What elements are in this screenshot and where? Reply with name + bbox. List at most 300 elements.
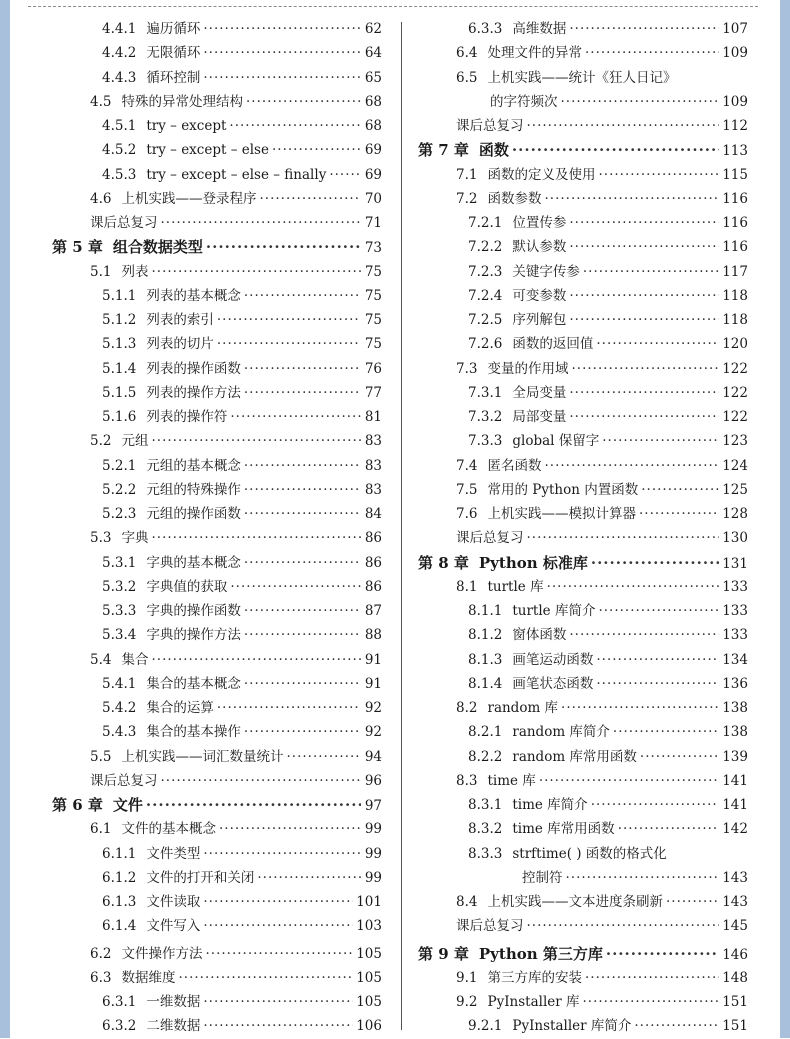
toc-leader-dots bbox=[257, 866, 361, 890]
toc-entry-text: 元组的基本概念 bbox=[146, 457, 241, 474]
toc-entry-title bbox=[468, 332, 593, 356]
toc-entry-text: 关键字传参 bbox=[512, 263, 580, 280]
toc-entry[interactable] bbox=[418, 526, 748, 550]
toc-leader-dots bbox=[161, 769, 362, 793]
toc-entry[interactable] bbox=[418, 502, 748, 526]
toc-page-number: 131 bbox=[722, 555, 748, 572]
toc-entry-title bbox=[102, 41, 200, 65]
toc-leader-dots bbox=[244, 672, 361, 696]
toc-leader-dots bbox=[569, 623, 719, 647]
toc-page-number: 122 bbox=[722, 409, 748, 425]
toc-entry[interactable] bbox=[52, 526, 382, 550]
toc-entry-number: 6.2 bbox=[90, 945, 112, 962]
toc-page-number: 133 bbox=[722, 603, 748, 619]
toc-entry-text: try – except bbox=[146, 118, 227, 134]
toc-leader-dots bbox=[146, 793, 361, 817]
toc-page-number: 86 bbox=[364, 530, 382, 547]
toc-entry-text: 列表的操作函数 bbox=[146, 360, 241, 377]
toc-entry[interactable] bbox=[52, 357, 382, 381]
toc-entry[interactable] bbox=[418, 41, 748, 65]
toc-entry-text: 上机实践——统计《狂人日记》 bbox=[487, 69, 677, 86]
toc-entry-text: 课后总复习 bbox=[90, 772, 158, 789]
toc-entry[interactable] bbox=[52, 551, 382, 575]
toc-entry-number: 7.2.1 bbox=[468, 215, 503, 231]
toc-entry-number: 5.3.3 bbox=[102, 603, 137, 619]
toc-entry-text: 常用的 Python 内置函数 bbox=[487, 481, 639, 498]
toc-entry-number: 5.2.2 bbox=[102, 481, 137, 498]
toc-entry[interactable] bbox=[418, 163, 748, 187]
toc-entry[interactable] bbox=[52, 308, 382, 332]
toc-entry-number: 7.2.6 bbox=[468, 336, 503, 353]
toc-page-number: 99 bbox=[364, 845, 382, 862]
toc-leader-dots bbox=[217, 696, 361, 720]
toc-entry-text: 数据维度 bbox=[121, 969, 176, 986]
toc-entry-text: 一维数据 bbox=[146, 994, 201, 1010]
toc-entry[interactable] bbox=[52, 966, 382, 990]
toc-entry-title bbox=[90, 260, 148, 284]
toc-chapter-entry[interactable] bbox=[418, 942, 748, 966]
toc-entry-text: 上机实践——词汇数量统计 bbox=[121, 748, 284, 765]
toc-entry-text: 局部变量 bbox=[512, 409, 567, 425]
toc-entry-text: 高维数据 bbox=[512, 21, 567, 37]
toc-entry[interactable] bbox=[418, 454, 748, 478]
toc-entry-number: 8.2.2 bbox=[468, 748, 503, 765]
toc-entry[interactable] bbox=[418, 284, 748, 308]
toc-entry[interactable] bbox=[418, 260, 748, 284]
toc-page-number: 138 bbox=[722, 724, 748, 741]
toc-page-number: 117 bbox=[722, 263, 748, 280]
toc-entry[interactable] bbox=[418, 332, 748, 356]
toc-entry[interactable] bbox=[52, 17, 382, 41]
toc-chapter-entry[interactable] bbox=[52, 793, 382, 817]
toc-entry-number: 第 8 章 bbox=[418, 553, 469, 572]
toc-entry-text: 课后总复习 bbox=[456, 530, 524, 547]
toc-page-number: 75 bbox=[364, 263, 382, 280]
toc-entry-title bbox=[468, 211, 566, 235]
toc-entry-title bbox=[456, 478, 638, 502]
toc-entry-number: 5.4.2 bbox=[102, 700, 137, 716]
toc-entry[interactable] bbox=[418, 357, 748, 381]
toc-entry[interactable] bbox=[52, 623, 382, 647]
toc-page-number: 116 bbox=[722, 190, 748, 207]
toc-column-right bbox=[418, 17, 748, 1039]
toc-entry[interactable] bbox=[52, 187, 382, 211]
toc-page-number: 69 bbox=[364, 166, 382, 183]
toc-page-number: 138 bbox=[722, 700, 748, 716]
toc-entry-title bbox=[456, 187, 541, 211]
toc-entry-number: 第 7 章 bbox=[418, 141, 469, 160]
toc-page-number: 96 bbox=[364, 772, 382, 789]
toc-entry-title bbox=[468, 235, 566, 259]
toc-leader-dots bbox=[244, 551, 361, 575]
toc-entry[interactable] bbox=[418, 769, 748, 793]
toc-entry-text: 字典的操作函数 bbox=[146, 603, 241, 619]
toc-entry-title bbox=[102, 381, 241, 405]
toc-entry[interactable] bbox=[418, 235, 748, 259]
toc-entry[interactable] bbox=[418, 842, 748, 866]
toc-entry[interactable] bbox=[418, 114, 748, 138]
toc-page-number: 92 bbox=[364, 700, 382, 716]
toc-leader-dots bbox=[244, 454, 361, 478]
toc-entry-title bbox=[52, 235, 203, 259]
toc-page-number: 139 bbox=[722, 748, 748, 765]
toc-entry-number: 7.2.5 bbox=[468, 312, 503, 328]
toc-page-number: 146 bbox=[722, 946, 748, 963]
toc-leader-dots bbox=[259, 187, 361, 211]
toc-entry-text: turtle 库简介 bbox=[512, 603, 596, 619]
toc-entry[interactable] bbox=[52, 66, 382, 90]
toc-column-left bbox=[52, 17, 382, 1039]
toc-entry-title bbox=[102, 17, 200, 41]
toc-entry[interactable] bbox=[418, 478, 748, 502]
toc-entry-title bbox=[468, 308, 566, 332]
toc-entry[interactable] bbox=[418, 308, 748, 332]
toc-entry-title bbox=[102, 551, 241, 575]
toc-entry-number: 8.1.2 bbox=[468, 627, 503, 644]
toc-page-number: 75 bbox=[364, 312, 382, 328]
toc-page-number: 86 bbox=[364, 578, 382, 595]
toc-entry-text: 特殊的异常处理结构 bbox=[121, 93, 243, 110]
toc-entry[interactable] bbox=[418, 866, 748, 890]
toc-entry-number: 5.1.2 bbox=[102, 312, 137, 328]
toc-entry[interactable] bbox=[418, 720, 748, 744]
toc-entry-title bbox=[456, 90, 558, 114]
toc-leader-dots bbox=[544, 187, 719, 211]
toc-entry-text: 元组的操作函数 bbox=[146, 506, 241, 522]
toc-entry-text: turtle 库 bbox=[487, 578, 544, 595]
toc-leader-dots bbox=[203, 842, 361, 866]
toc-entry-number: 6.1 bbox=[90, 821, 112, 838]
toc-entry-title bbox=[456, 66, 676, 90]
toc-entry[interactable] bbox=[52, 332, 382, 356]
toc-entry[interactable] bbox=[52, 890, 382, 914]
toc-leader-dots bbox=[566, 866, 720, 890]
toc-entry-text: 文件的打开和关闭 bbox=[146, 869, 255, 886]
toc-entry-title bbox=[102, 720, 241, 744]
toc-leader-dots bbox=[161, 211, 362, 235]
toc-entry-title bbox=[102, 914, 200, 938]
toc-entry[interactable] bbox=[52, 163, 382, 187]
toc-leader-dots bbox=[178, 966, 353, 990]
toc-entry[interactable] bbox=[52, 990, 382, 1014]
toc-entry-title bbox=[102, 308, 214, 332]
toc-entry[interactable] bbox=[418, 817, 748, 841]
column-divider bbox=[401, 22, 402, 1030]
toc-page-number: 103 bbox=[356, 918, 382, 935]
toc-page-number: 128 bbox=[722, 506, 748, 522]
toc-entry[interactable] bbox=[52, 648, 382, 672]
toc-entry[interactable] bbox=[52, 502, 382, 526]
toc-entry[interactable] bbox=[418, 648, 748, 672]
toc-entry-text: 序列解包 bbox=[512, 312, 567, 328]
toc-entry-title bbox=[468, 672, 593, 696]
toc-entry-text: random 库 bbox=[487, 700, 559, 716]
toc-entry[interactable] bbox=[52, 138, 382, 162]
toc-entry-title bbox=[468, 720, 610, 744]
toc-page-number: 73 bbox=[364, 240, 382, 257]
toc-page-number: 130 bbox=[722, 530, 748, 547]
toc-entry[interactable] bbox=[52, 114, 382, 138]
toc-entry[interactable] bbox=[418, 623, 748, 647]
toc-entry[interactable] bbox=[52, 454, 382, 478]
toc-entry-number: 4.4.2 bbox=[102, 45, 137, 62]
toc-entry-text: 列表 bbox=[121, 263, 149, 280]
toc-entry-number: 7.2 bbox=[456, 190, 478, 207]
toc-entry-title bbox=[468, 842, 667, 866]
toc-entry[interactable] bbox=[52, 1014, 382, 1038]
toc-entry[interactable] bbox=[52, 211, 382, 235]
toc-entry-title bbox=[456, 357, 568, 381]
toc-entry-number: 5.1.1 bbox=[102, 287, 137, 304]
toc-entry-title bbox=[456, 696, 558, 720]
toc-leader-dots bbox=[230, 575, 361, 599]
toc-page-number: 109 bbox=[722, 45, 748, 62]
toc-entry-title bbox=[102, 478, 241, 502]
toc-entry-text: 画笔状态函数 bbox=[512, 675, 594, 692]
toc-entry[interactable] bbox=[52, 866, 382, 890]
toc-entry-number: 8.1.1 bbox=[468, 603, 503, 619]
toc-entry[interactable] bbox=[52, 405, 382, 429]
toc-entry-text: 循环控制 bbox=[146, 69, 201, 86]
toc-entry[interactable] bbox=[52, 599, 382, 623]
toc-entry-number: 5.1 bbox=[90, 263, 112, 280]
toc-leader-dots bbox=[203, 890, 353, 914]
toc-entry-number: 7.2.3 bbox=[468, 263, 503, 280]
toc-chapter-entry[interactable] bbox=[418, 551, 748, 575]
toc-leader-dots bbox=[151, 429, 361, 453]
toc-entry-title bbox=[468, 817, 615, 841]
toc-entry[interactable] bbox=[418, 793, 748, 817]
toc-entry-title bbox=[90, 745, 283, 769]
toc-entry-number: 5.3.4 bbox=[102, 627, 137, 644]
toc-leader-dots bbox=[527, 914, 720, 938]
toc-entry-title bbox=[102, 405, 227, 429]
toc-leader-dots bbox=[244, 502, 361, 526]
toc-entry-number: 5.4.3 bbox=[102, 724, 137, 741]
toc-entry-number: 5.1.3 bbox=[102, 336, 137, 353]
toc-entry[interactable] bbox=[52, 284, 382, 308]
toc-page-number: 91 bbox=[364, 651, 382, 668]
toc-entry-text: 列表的操作方法 bbox=[146, 384, 241, 401]
toc-page-number: 145 bbox=[722, 918, 748, 935]
toc-leader-dots bbox=[244, 599, 361, 623]
toc-entry[interactable] bbox=[52, 429, 382, 453]
toc-entry[interactable] bbox=[52, 41, 382, 65]
toc-entry-title bbox=[90, 942, 202, 966]
toc-page-number: 68 bbox=[364, 118, 382, 134]
toc-entry[interactable] bbox=[52, 769, 382, 793]
toc-entry-title bbox=[456, 890, 663, 914]
toc-entry[interactable] bbox=[418, 1014, 748, 1038]
toc-entry[interactable] bbox=[418, 429, 748, 453]
toc-entry[interactable] bbox=[52, 745, 382, 769]
toc-leader-dots bbox=[272, 138, 361, 162]
toc-entry-text: 变量的作用域 bbox=[487, 360, 569, 377]
toc-leader-dots bbox=[151, 260, 361, 284]
toc-entry[interactable] bbox=[418, 211, 748, 235]
toc-leader-dots bbox=[561, 90, 720, 114]
toc-entry-text: 窗体函数 bbox=[512, 627, 567, 644]
toc-entry-title bbox=[102, 114, 226, 138]
toc-entry-title bbox=[468, 17, 566, 41]
toc-entry[interactable] bbox=[52, 842, 382, 866]
toc-entry-number: 9.2.1 bbox=[468, 1018, 503, 1035]
toc-entry[interactable] bbox=[52, 817, 382, 841]
toc-entry-number: 8.4 bbox=[456, 894, 478, 910]
toc-entry-number: 5.5 bbox=[90, 748, 112, 765]
toc-entry-title bbox=[52, 793, 143, 817]
toc-page-number: 118 bbox=[722, 312, 748, 328]
toc-entry-text: random 库常用函数 bbox=[512, 748, 637, 765]
toc-entry-title bbox=[418, 551, 588, 575]
toc-entry-text: 列表的索引 bbox=[146, 312, 214, 328]
toc-entry-text: Python 标准库 bbox=[478, 553, 588, 572]
toc-page-number: 99 bbox=[364, 821, 382, 838]
toc-entry-title bbox=[456, 526, 524, 550]
toc-entry-number: 6.3.1 bbox=[102, 994, 137, 1010]
toc-leader-dots bbox=[585, 41, 719, 65]
toc-entry-text: strftime( ) 函数的格式化 bbox=[512, 845, 667, 862]
toc-entry[interactable] bbox=[52, 914, 382, 938]
toc-chapter-entry[interactable] bbox=[52, 235, 382, 259]
toc-page-number: 125 bbox=[722, 481, 748, 498]
toc-entry-title bbox=[90, 769, 158, 793]
toc-entry-text: 列表的切片 bbox=[146, 336, 214, 353]
top-dashed-rule bbox=[28, 6, 758, 7]
toc-entry-text: 元组 bbox=[121, 433, 149, 450]
toc-leader-dots bbox=[569, 405, 719, 429]
toc-page-number: 136 bbox=[722, 675, 748, 692]
toc-page-number: 62 bbox=[364, 21, 382, 37]
page-frame-right bbox=[780, 0, 790, 1038]
toc-leader-dots bbox=[569, 235, 719, 259]
toc-entry-text: 字典的基本概念 bbox=[146, 554, 241, 571]
toc-chapter-entry[interactable] bbox=[418, 138, 748, 162]
toc-leader-dots bbox=[151, 648, 361, 672]
toc-leader-dots bbox=[203, 41, 361, 65]
toc-page-number: 105 bbox=[356, 945, 382, 962]
toc-page-number: 143 bbox=[722, 894, 748, 910]
toc-leader-dots bbox=[569, 17, 719, 41]
toc-entry[interactable] bbox=[52, 720, 382, 744]
toc-page-number: 124 bbox=[722, 457, 748, 474]
toc-entry[interactable] bbox=[418, 187, 748, 211]
toc-entry-number: 5.1.5 bbox=[102, 384, 137, 401]
toc-entry-text: 字典 bbox=[121, 530, 149, 547]
toc-entry[interactable] bbox=[418, 575, 748, 599]
toc-entry-text: 集合的基本操作 bbox=[146, 724, 241, 741]
toc-entry-text: 无限循环 bbox=[146, 45, 201, 62]
toc-entry-text: 字典的操作方法 bbox=[146, 627, 241, 644]
toc-entry-title bbox=[102, 990, 200, 1014]
toc-entry-number: 4.5 bbox=[90, 93, 112, 110]
toc-entry[interactable] bbox=[52, 696, 382, 720]
toc-entry[interactable] bbox=[418, 405, 748, 429]
toc-entry[interactable] bbox=[418, 696, 748, 720]
toc-entry[interactable] bbox=[418, 745, 748, 769]
toc-entry-text: 函数的返回值 bbox=[512, 336, 594, 353]
toc-entry[interactable] bbox=[52, 381, 382, 405]
toc-entry[interactable] bbox=[418, 966, 748, 990]
toc-entry-title bbox=[456, 990, 580, 1014]
toc-entry[interactable] bbox=[418, 914, 748, 938]
toc-leader-dots bbox=[598, 163, 719, 187]
toc-entry-title bbox=[102, 842, 200, 866]
toc-entry-number: 7.3.2 bbox=[468, 409, 503, 425]
toc-leader-dots bbox=[569, 308, 719, 332]
toc-page-number: 65 bbox=[364, 69, 382, 86]
toc-entry-title bbox=[90, 90, 243, 114]
toc-entry-number: 7.3.1 bbox=[468, 384, 503, 401]
toc-page-number: 151 bbox=[722, 1018, 748, 1035]
toc-entry-title bbox=[90, 429, 148, 453]
toc-entry-number: 5.3 bbox=[90, 530, 112, 547]
toc-leader-dots bbox=[606, 942, 719, 966]
toc-entry-title bbox=[468, 623, 566, 647]
toc-entry-number: 8.3.1 bbox=[468, 797, 503, 813]
toc-page-number: 69 bbox=[364, 142, 382, 159]
toc-entry-text: 课后总复习 bbox=[456, 918, 524, 935]
toc-entry-number: 6.3.3 bbox=[468, 21, 503, 37]
toc-entry-number: 6.5 bbox=[456, 69, 478, 86]
toc-page-number: 68 bbox=[364, 93, 382, 110]
toc-entry-number: 7.6 bbox=[456, 506, 478, 522]
toc-entry-text: PyInstaller 库 bbox=[487, 994, 580, 1010]
toc-entry[interactable] bbox=[418, 672, 748, 696]
toc-leader-dots bbox=[569, 284, 719, 308]
toc-leader-dots bbox=[539, 769, 719, 793]
toc-entry-title bbox=[456, 163, 595, 187]
toc-entry-title bbox=[468, 260, 580, 284]
toc-page-number: 91 bbox=[364, 675, 382, 692]
toc-entry-title bbox=[418, 138, 509, 162]
toc-entry[interactable] bbox=[418, 890, 748, 914]
toc-entry[interactable] bbox=[52, 260, 382, 284]
toc-entry[interactable] bbox=[418, 599, 748, 623]
toc-entry[interactable] bbox=[52, 672, 382, 696]
toc-leader-dots bbox=[230, 405, 361, 429]
toc-entry-text: time 库 bbox=[487, 772, 536, 789]
toc-page-number: 122 bbox=[722, 360, 748, 377]
toc-entry-title bbox=[456, 914, 524, 938]
toc-page-number: 83 bbox=[364, 457, 382, 474]
toc-entry[interactable] bbox=[52, 942, 382, 966]
toc-entry[interactable] bbox=[52, 90, 382, 114]
toc-entry[interactable] bbox=[418, 381, 748, 405]
toc-entry[interactable] bbox=[52, 478, 382, 502]
toc-entry[interactable] bbox=[418, 66, 748, 90]
toc-page-number: 106 bbox=[356, 1018, 382, 1035]
toc-leader-dots bbox=[244, 720, 361, 744]
toc-leader-dots bbox=[244, 357, 361, 381]
toc-leader-dots bbox=[203, 1014, 353, 1038]
toc-entry-text: 字典值的获取 bbox=[146, 578, 228, 595]
toc-leader-dots bbox=[544, 454, 719, 478]
toc-entry[interactable] bbox=[418, 17, 748, 41]
toc-entry[interactable] bbox=[418, 990, 748, 1014]
toc-leader-dots bbox=[219, 817, 361, 841]
toc-entry[interactable] bbox=[52, 575, 382, 599]
toc-entry-number: 6.3 bbox=[90, 969, 112, 986]
toc-entry-title bbox=[468, 793, 588, 817]
toc-entry-text: 默认参数 bbox=[512, 239, 567, 256]
toc-leader-dots bbox=[244, 284, 361, 308]
toc-entry[interactable] bbox=[418, 90, 748, 114]
toc-entry-text: 的字符频次 bbox=[490, 93, 558, 110]
toc-entry-text: PyInstaller 库简介 bbox=[512, 1018, 632, 1035]
toc-entry-title bbox=[102, 357, 241, 381]
toc-leader-dots bbox=[591, 551, 719, 575]
